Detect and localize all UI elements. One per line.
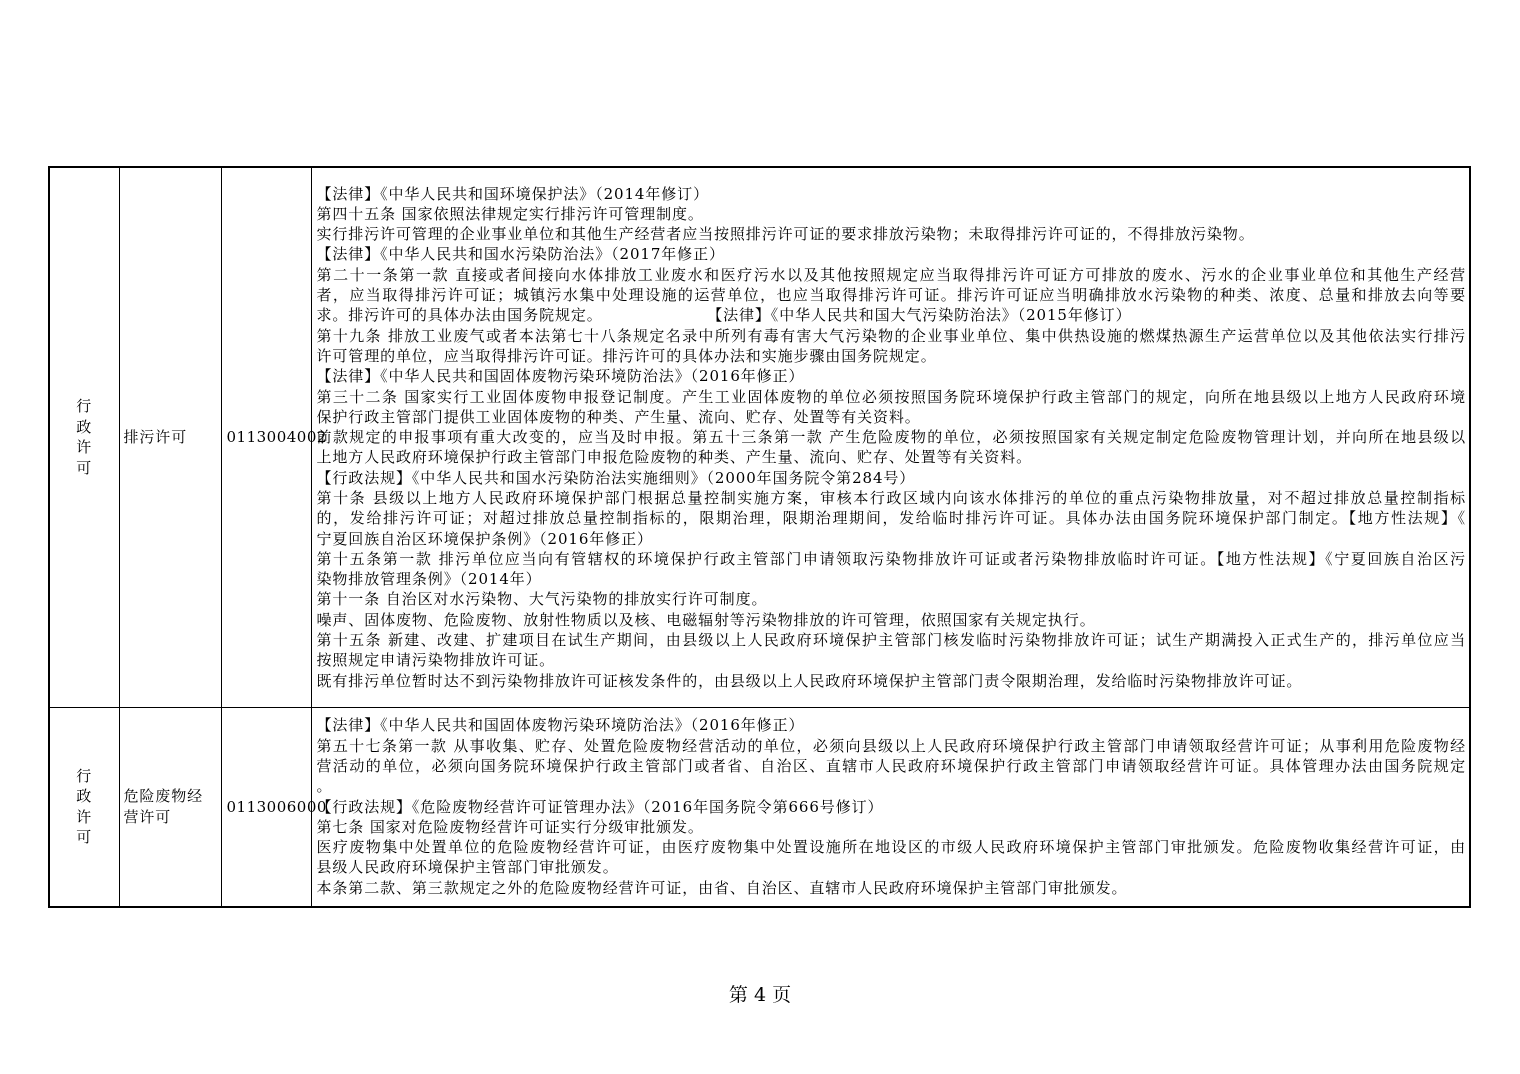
basis-line: 【行政法规】《中华人民共和国水污染防治法实施细则》（2000年国务院令第284号）: [316, 468, 916, 487]
basis-line: 染物排放管理条例》（2014年）: [316, 570, 542, 589]
basis-line: 医疗废物集中处置单位的危险废物经营许可证，由医疗废物集中处置设施所在地设区的市级人民政府环境保护主管部门审批颁发。危险废物收集经营许可证，由: [316, 838, 1466, 857]
category-label: 行政许可: [76, 397, 93, 477]
basis-line: 上地方人民政府环境保护行政主管部门申报危险废物的种类、产生量、流向、贮存、处置等有关资料。: [316, 448, 1033, 467]
permit-table: [48, 166, 1471, 908]
basis-line: 。: [316, 777, 333, 796]
basis-line: 【法律】《中华人民共和国固体废物污染环境防治法》（2016年修正）: [316, 716, 805, 735]
basis-line: 第十一条 自治区对水污染物、大气污染物的排放实行许可制度。: [316, 590, 768, 609]
item-code-cell: [221, 167, 327, 707]
item-code-cell: [221, 707, 327, 907]
basis-line: 既有排污单位暂时达不到污染物排放许可证核发条件的，由县级以上人民政府环境保护主管部门责令限期治理，发给临时污染物排放许可证。: [316, 671, 1303, 690]
item-name-cell: [119, 707, 221, 907]
basis-line: 宁夏回族自治区环境保护条例》（2016年修正）: [316, 529, 653, 548]
item-code: 0113004002: [226, 428, 327, 447]
category-label: 行政许可: [76, 766, 93, 847]
item-name: 危险废物经营许可: [123, 787, 204, 826]
item-code: 0113006000: [226, 797, 327, 816]
basis-line: 【行政法规】《危险废物经营许可证管理办法》（2016年国务院令第666号修订）: [316, 797, 884, 816]
legal-basis-cell: [311, 707, 1470, 907]
basis-line: 【法律】《中华人民共和国固体废物污染环境防治法》（2016年修正）: [316, 367, 805, 386]
basis-line: 第五十七条第一款 从事收集、贮存、处置危险废物经营活动的单位，必须向县级以上人民政府环境保护行政主管部门申请领取经营许可证；从事利用危险废物经: [316, 736, 1466, 755]
basis-line: 第二十一条第一款 直接或者间接向水体排放工业废水和医疗污水以及其他按照规定应当取得排污许可证方可排放的废水、污水的企业事业单位和其他生产经营: [316, 265, 1466, 284]
basis-line: 第十条 县级以上地方人民政府环境保护部门根据总量控制实施方案，审核本行政区域内向该水体排污的单位的重点污染物排放量，对不超过排放总量控制指标: [316, 488, 1466, 507]
item-name: 排污许可: [123, 428, 188, 447]
basis-line: 【法律】《中华人民共和国水污染防治法》（2017年修正）: [316, 245, 725, 264]
basis-line: [317, 305, 1467, 325]
basis-line: 按照规定申请污染物排放许可证。: [316, 651, 556, 670]
basis-line: 第十五条第一款 排污单位应当向有管辖权的环境保护行政主管部门申请领取污染物排放许可证或者污染物排放临时许可证。【地方性法规】《宁夏回族自治区污: [316, 549, 1466, 568]
legal-basis-cell: [311, 167, 1470, 707]
basis-line: 第十五条 新建、改建、扩建项目在试生产期间，由县级以上人民政府环境保护主管部门核发临时污染物排放许可证；试生产期满投入正式生产的，排污单位应当: [316, 631, 1466, 650]
item-name-cell: [119, 167, 221, 707]
basis-line: 营活动的单位，必须向国务院环境保护行政主管部门或者省、自治区、直辖市人民政府环境保护行政主管部门申请领取经营许可证。具体管理办法由国务院规定: [316, 757, 1466, 775]
page-number: 第 4 页: [728, 984, 792, 1006]
basis-line: 第十九条 排放工业废气或者本法第七十八条规定名录中所列有毒有害大气污染物的企业事业单位、集中供热设施的燃煤热源生产运营单位以及其他依法实行排污: [316, 326, 1466, 345]
basis-line: 第四十五条 国家依照法律规定实行排污许可管理制度。: [316, 204, 704, 223]
basis-line: 噪声、固体废物、危险废物、放射性物质以及核、电磁辐射等污染物排放的许可管理，依照国家有关规定执行。: [316, 610, 1096, 629]
legal-basis-text: [317, 715, 1467, 898]
basis-line: 县级人民政府环境保护主管部门审批颁发。: [316, 858, 619, 877]
basis-line: 保护行政主管部门提供工业固体废物的种类、产生量、流向、贮存、处置等有关资料。: [316, 407, 921, 426]
basis-line-segment: 求。排污许可的具体办法由国务院规定。: [316, 306, 603, 325]
basis-line: 前款规定的申报事项有重大改变的，应当及时申报。第五十三条第一款 产生危险废物的单位，必须按照国家有关规定制定危险废物管理计划，并向所在地县级以: [316, 428, 1466, 447]
basis-line: 的，发给排污许可证；对超过排放总量控制指标的，限期治理，限期治理期间，发给临时排污许可证。具体办法由国务院环境保护部门制定。【地方性法规】《: [316, 509, 1466, 528]
basis-line-segment: 【法律】《中华人民共和国大气污染防治法》（2015年修订）: [714, 306, 1132, 325]
category-cell: [49, 167, 119, 707]
category-cell: [49, 707, 119, 907]
table-row: [49, 707, 1470, 907]
basis-line: 实行排污许可管理的企业事业单位和其他生产经营者应当按照排污许可证的要求排放污染物；未取得排污许可证的，不得排放污染物。: [316, 225, 1255, 244]
basis-line: 本条第二款、第三款规定之外的危险废物经营许可证，由省、自治区、直辖市人民政府环境保护主管部门审批颁发。: [316, 878, 1128, 897]
basis-line: 第三十二条 国家实行工业固体废物申报登记制度。产生工业固体废物的单位必须按照国务院环境保护行政主管部门的规定，向所在地县级以上地方人民政府环境: [316, 387, 1466, 406]
basis-line: 第七条 国家对危险废物经营许可证实行分级审批颁发。: [316, 817, 704, 836]
legal-basis-text: [317, 184, 1467, 691]
basis-line: 【法律】《中华人民共和国环境保护法》（2014年修订）: [316, 184, 709, 203]
table-row: [49, 167, 1470, 707]
basis-line: 者，应当取得排污许可证；城镇污水集中处理设施的运营单位，也应当取得排污许可证。排污许可证应当明确排放水污染物的种类、浓度、总量和排放去向等要: [316, 286, 1466, 305]
basis-line: 许可管理的单位，应当取得排污许可证。排污许可的具体办法和实施步骤由国务院规定。: [316, 346, 937, 365]
